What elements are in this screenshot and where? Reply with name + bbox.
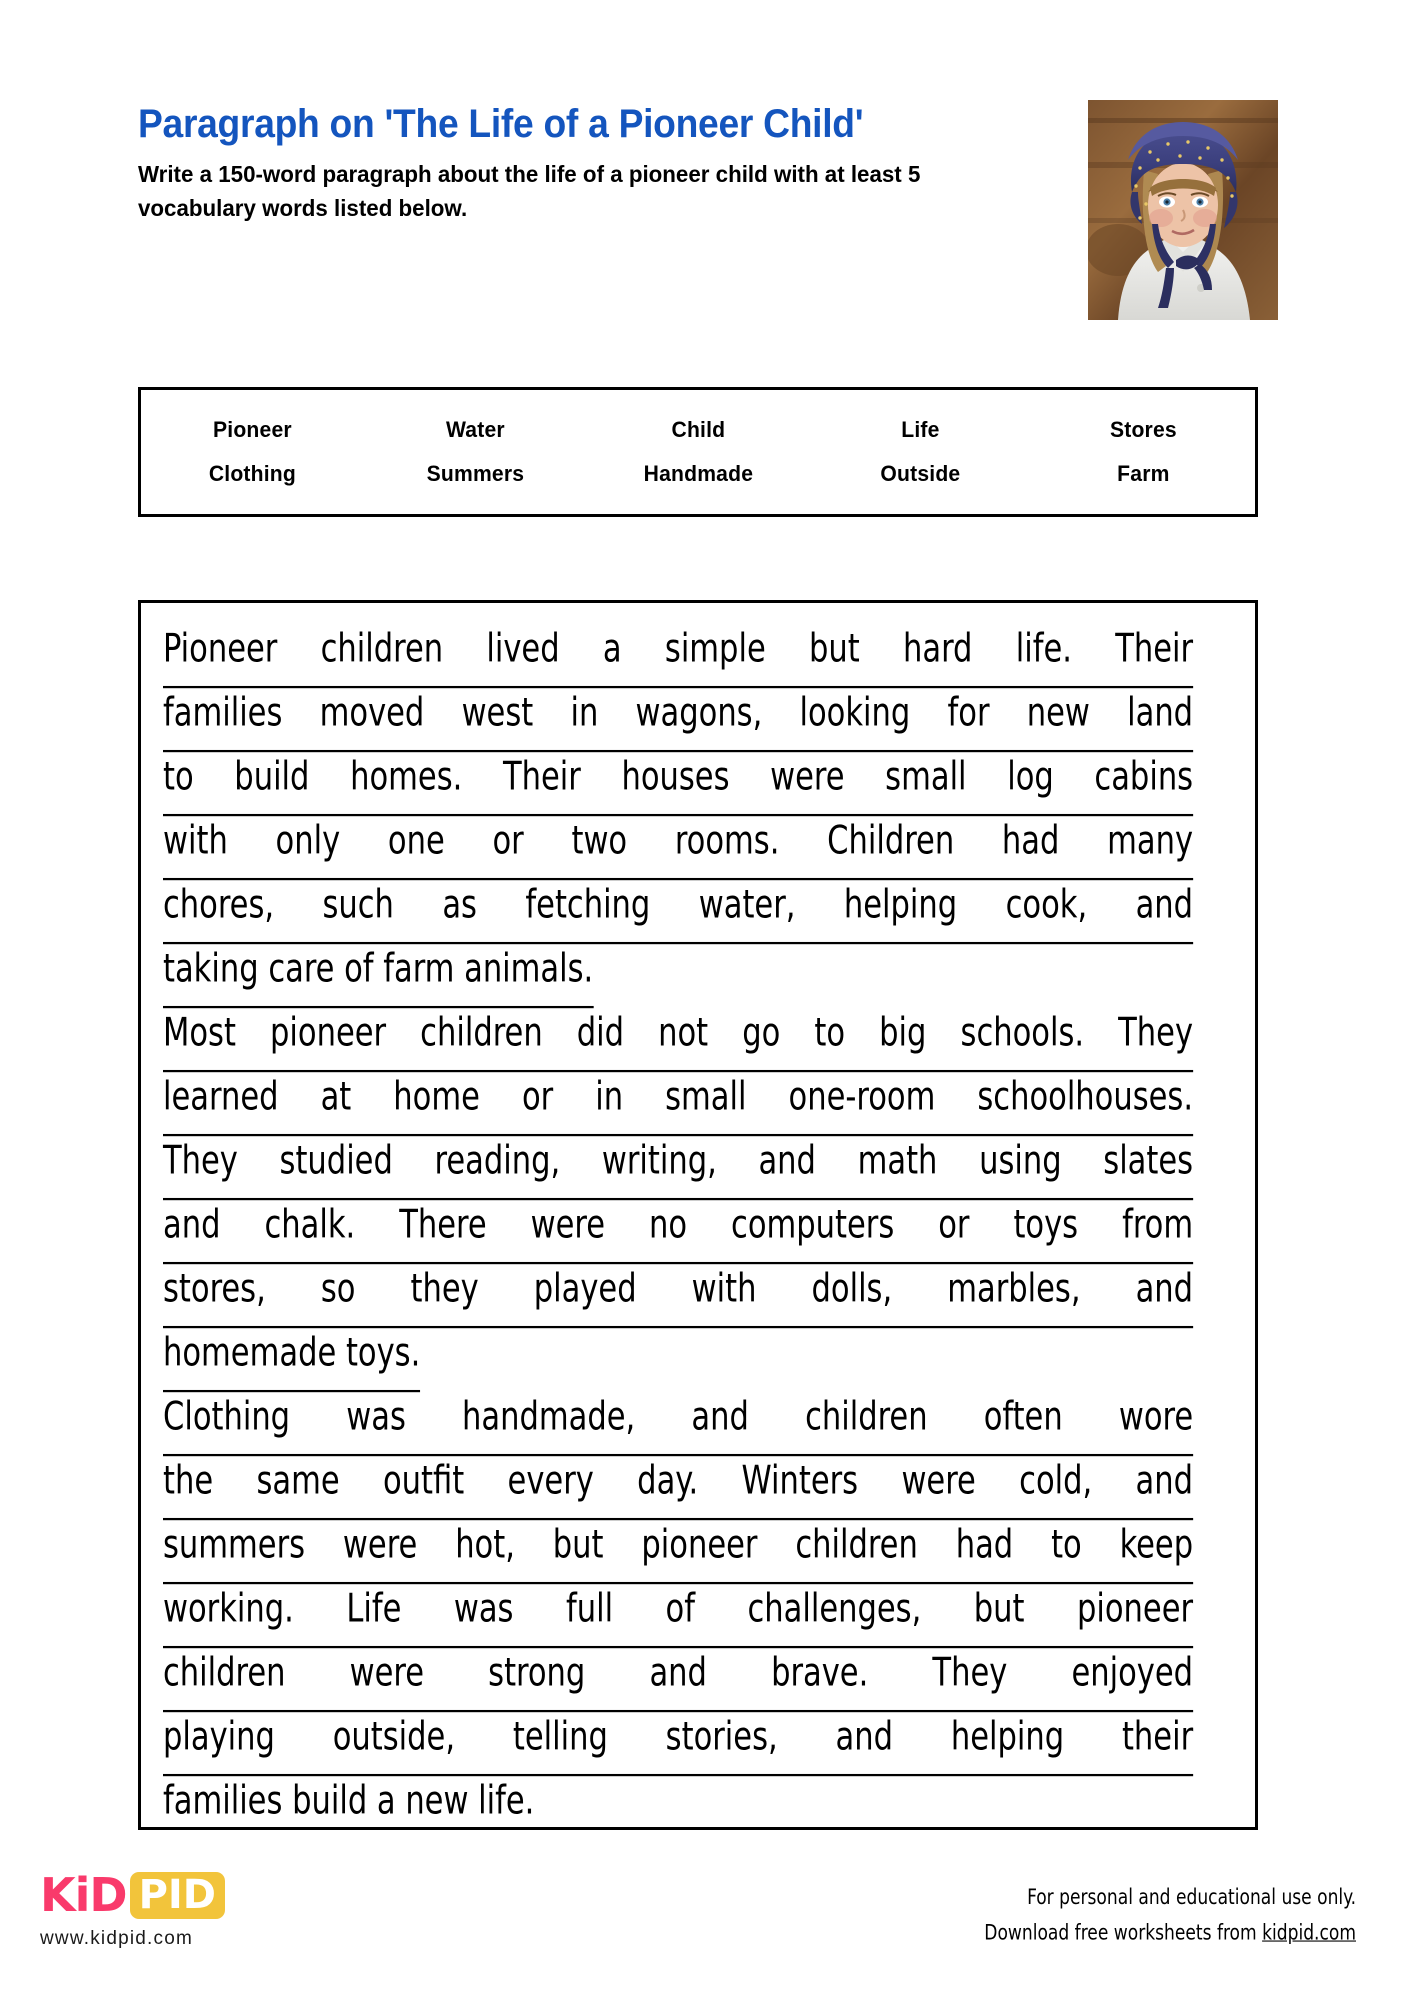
footer-notice-prefix: Download free worksheets from [984,1920,1263,1945]
answer-word: land [1127,690,1194,736]
answer-word: learned [163,1074,279,1120]
vocabulary-word: Water [445,417,505,442]
answer-word: big [879,1010,927,1056]
answer-word: and [163,1202,221,1248]
answer-line-text: families build a new life. [163,1765,534,1830]
header-text-block [138,100,998,225]
answer-word: to [1051,1522,1082,1568]
worksheet-header [138,100,1278,320]
kidpid-logo[interactable] [40,1866,225,1950]
answer-word: or [938,1202,970,1248]
answer-word: to [814,1010,846,1056]
footer-usage-notice [984,1880,1356,1950]
answer-word: were [770,754,845,800]
answer-word: west [461,690,534,736]
answer-word: Pioneer [163,626,278,672]
answer-word: only [275,818,341,864]
answer-word: cook, [1005,882,1088,928]
vocabulary-word: Summers [426,461,524,486]
answer-word: not [658,1010,709,1056]
answer-word: hot, [455,1522,515,1568]
answer-line [163,1253,1233,1325]
answer-word: a [602,626,622,672]
answer-word: one-room [788,1074,936,1120]
answer-word: were [901,1458,976,1504]
answer-word: pioneer [641,1522,758,1568]
answer-word: were [342,1522,418,1568]
answer-word: for [947,690,990,736]
vocabulary-word: Clothing [208,461,296,486]
kidpid-link[interactable]: kidpid.com [1262,1920,1356,1945]
answer-word: They [932,1650,1008,1696]
answer-word: computers [731,1202,895,1248]
answer-word: two [571,818,628,864]
answer-word: life. [1015,626,1072,672]
answer-word: and [649,1650,707,1696]
answer-word: wagons, [635,690,763,736]
answer-word: stores, [163,1266,266,1312]
answer-line [163,1509,1233,1581]
answer-word: often [983,1394,1063,1440]
answer-word: and [691,1394,749,1440]
answer-word: toys [1013,1202,1079,1248]
answer-word: as [442,882,477,928]
answer-word: cabins [1094,754,1194,800]
answer-word: such [322,882,394,928]
vocabulary-word: Child [671,417,725,442]
footer-notice-line-1: For personal and educational use only. [1027,1885,1356,1910]
answer-word: Most [163,1010,236,1056]
answer-word: their [1121,1714,1194,1760]
answer-word: Clothing [163,1394,291,1440]
logo-kid-text: KiD [40,1868,127,1922]
answer-word: the [163,1458,214,1504]
answer-word: challenges, [747,1586,922,1632]
answer-word: wore [1118,1394,1194,1440]
answer-line [163,933,1233,1005]
answer-word: or [521,1074,554,1120]
answer-line [163,741,1233,813]
answer-word: in [570,690,599,736]
answer-line [163,677,1233,749]
instructions-text: Write a 150-word paragraph about the life of a pioneer child with at least 5 vocabulary words listed below. [138,160,921,221]
answer-word: had [955,1522,1014,1568]
answer-word: children [795,1522,918,1568]
logo-mark [40,1866,225,1924]
answer-word: small [885,754,967,800]
answer-line-text: homemade toys. [163,1317,420,1392]
answer-word: with [163,818,228,864]
answer-word: log [1007,754,1054,800]
answer-word: or [492,818,524,864]
answer-paragraph [163,617,1233,1001]
answer-word: schoolhouses. [977,1074,1194,1120]
answer-word: They [163,1138,238,1184]
answer-line [163,997,1233,1069]
answer-word: at [320,1074,352,1120]
answer-word: small [665,1074,747,1120]
answer-word: and [1135,1458,1194,1504]
answer-word: from [1122,1202,1194,1248]
answer-word: go [742,1010,781,1056]
answer-word: using [979,1138,1062,1184]
answer-line [163,1445,1233,1517]
answer-word: strong [488,1650,586,1696]
answer-line-text: taking care of farm animals. [163,933,593,1008]
answer-word: outfit [382,1458,465,1504]
answer-word: one [387,818,445,864]
answer-word: were [530,1202,606,1248]
answer-word: Their [1115,626,1194,672]
vocabulary-word: Life [901,417,940,442]
answer-word: played [533,1266,637,1312]
answer-line [163,1189,1233,1261]
vocabulary-row-2 [141,461,1255,487]
answer-word: schools. [960,1010,1085,1056]
answer-word: lived [486,626,560,672]
vocabulary-word: Farm [1117,461,1170,486]
answer-word: chalk. [264,1202,356,1248]
answer-line [163,1125,1233,1197]
vocabulary-word: Handmade [643,461,753,486]
answer-word: They [1118,1010,1194,1056]
answer-word: helping [843,882,958,928]
answer-line [163,1765,1233,1830]
answer-word: looking [799,690,911,736]
answer-word: and [835,1714,894,1760]
answer-line [163,869,1233,941]
answer-word: moved [319,690,425,736]
answer-word: same [256,1458,340,1504]
answer-word: handmade, [462,1394,636,1440]
answer-word: homes. [350,754,463,800]
answer-word: home [393,1074,480,1120]
footer-notice-line-2 [984,1915,1356,1950]
answer-word: and [1135,1266,1194,1312]
answer-word: build [234,754,310,800]
page-title: Paragraph on 'The Life of a Pioneer Child' [138,102,864,146]
answer-word: were [349,1650,425,1696]
logo-website-url: www.kidpid.com [40,1928,194,1949]
answer-word: Winters [741,1458,859,1504]
answer-word: keep [1119,1522,1194,1568]
answer-line [163,1061,1233,1133]
answer-word: in [595,1074,624,1120]
answer-word: was [346,1394,406,1440]
answer-word: and [758,1138,816,1184]
answer-word: new [1026,690,1090,736]
answer-word: of [665,1586,695,1632]
answer-word: hard [903,626,973,672]
answer-word: children [320,626,444,672]
answer-word: with [691,1266,757,1312]
answer-word: children [163,1650,286,1696]
vocabulary-word-box [138,387,1258,517]
logo-pid-text: PID [138,1871,217,1918]
vocabulary-word: Pioneer [212,417,292,442]
answer-line [163,1381,1233,1453]
answer-word: cold, [1019,1458,1093,1504]
answer-word: they [410,1266,479,1312]
answer-word: had [1001,818,1060,864]
answer-word: children [805,1394,928,1440]
vocabulary-word: Stores [1110,417,1178,442]
answer-word: helping [950,1714,1065,1760]
answer-line [163,1701,1233,1773]
answer-word: chores, [163,882,275,928]
answer-writing-box[interactable] [138,600,1258,1830]
answer-word: simple [664,626,766,672]
answer-line [163,1317,1233,1389]
answer-word: houses [621,754,730,800]
answer-word: fetching [525,882,651,928]
logo-pid-badge [130,1872,225,1919]
answer-paragraph [163,1385,1233,1830]
answer-word: working. [163,1586,294,1632]
answer-word: telling [512,1714,608,1760]
answer-word: Life [346,1586,402,1632]
answer-word: was [453,1586,514,1632]
answer-word: and [1135,882,1194,928]
answer-word: but [809,626,860,672]
answer-word: Children [827,818,955,864]
answer-word: enjoyed [1071,1650,1194,1696]
vocabulary-row-1 [141,417,1255,443]
answer-line [163,1573,1233,1645]
answer-word: pioneer [1076,1586,1194,1632]
answer-word: but [552,1522,604,1568]
answer-word: families [163,690,283,736]
answer-word: children [420,1010,543,1056]
pioneer-girl-photo [1088,100,1278,320]
answer-word: rooms. [674,818,780,864]
answer-word: to [163,754,194,800]
answer-word: pioneer [270,1010,387,1056]
answer-word: There [399,1202,487,1248]
answer-word: math [857,1138,938,1184]
answer-word: so [320,1266,356,1312]
answer-line [163,805,1233,877]
answer-word: brave. [771,1650,869,1696]
answer-word: summers [163,1522,306,1568]
answer-word: water, [698,882,796,928]
answer-line [163,1637,1233,1709]
answer-word: marbles, [947,1266,1081,1312]
answer-word: Their [502,754,581,800]
page-footer [0,1866,1414,1996]
answer-word: every [507,1458,594,1504]
answer-word: outside, [332,1714,456,1760]
answer-word: but [973,1586,1025,1632]
answer-word: writing, [601,1138,717,1184]
answer-word: reading, [434,1138,561,1184]
vocabulary-word: Outside [880,461,961,486]
answer-word: no [648,1202,688,1248]
answer-word: studied [279,1138,393,1184]
answer-word: dolls, [811,1266,893,1312]
answer-word: full [565,1586,614,1632]
answer-word: did [576,1010,625,1056]
answer-word: day. [637,1458,699,1504]
answer-word: many [1107,818,1194,864]
answer-word: slates [1103,1138,1194,1184]
answer-paragraph [163,1001,1233,1385]
answer-line [163,613,1233,685]
answer-word: playing [163,1714,275,1760]
answer-word: stories, [665,1714,778,1760]
